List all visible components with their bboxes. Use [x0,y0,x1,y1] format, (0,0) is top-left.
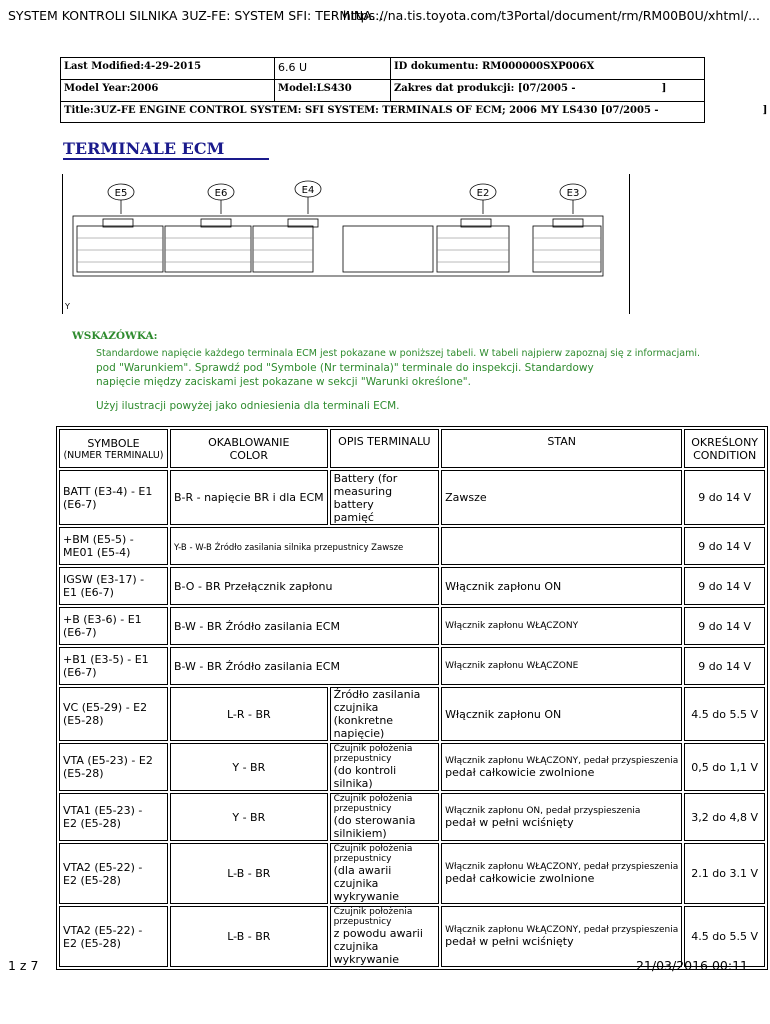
cell-wiring [170,470,328,525]
wiring-color: B-W - BR Źródło zasilania ECM [173,659,340,673]
table-row [59,567,765,605]
desc-line-2: (do sterowania silnikiem) [333,814,416,840]
header-symbol-sub: (NUMER TERMINALU) [63,449,164,461]
cell-symbol [59,527,168,565]
cell-spec: 0,5 do 1,1 V [684,743,765,791]
condition-line-1: Włącznik zapłonu WŁĄCZONY, pedał przyspieszenia [445,925,679,935]
condition-line-2: pedał w pełni wciśnięty [445,815,574,829]
wiring-color: L-R - BR [226,707,271,721]
cell-spec: 9 do 14 V [684,527,765,565]
condition-line-1: Włącznik zapłonu WŁĄCZONY, pedał przyspieszenia [445,755,679,766]
table-row [59,687,765,741]
cell-wiring [170,687,328,741]
symbol-line-2: (E6-7) [63,626,97,639]
document-meta-table [60,57,768,123]
cell-symbol [59,793,168,841]
diagram-corner-label: Y [65,302,70,311]
cell-desc [330,793,440,841]
model-year: Model Year:2006 [61,80,275,101]
cell-condition [441,607,682,645]
desc-line-1: Czujnik położenia przepustnicy [333,844,413,864]
cell-condition [441,793,682,841]
symbol-line-1: +B1 (E3-5) - E1 [63,653,149,666]
cell-spec: 9 do 14 V [684,607,765,645]
desc-line-1: Battery (for measuring battery [333,471,398,511]
condition-line-1: Włącznik zapłonu ON, pedał przyspieszenia [445,805,641,816]
cell-symbol [59,470,168,525]
production-range [391,80,704,101]
cell-condition [441,843,682,904]
hint-line-2: pod "Warunkiem". Sprawdź pod "Symbole (Nr terminala)" terminale do inspekcji. Standardowy [96,362,594,374]
meta-row-2 [61,80,704,102]
desc-line-2: (dla awarii czujnika [333,864,392,890]
cell-condition [441,567,682,605]
header-wiring-text: OKABLOWANIE [208,435,290,449]
cell-symbol [59,607,168,645]
symbol-line-1: IGSW (E3-17) - [63,573,145,586]
table-row [59,470,765,525]
table-row [59,743,765,791]
symbol-line-2: (E5-28) [63,714,104,727]
ecm-housing [73,216,603,276]
symbol-line-1: VC (E5-29) - E2 [63,701,148,714]
meta-title-end: ] [762,105,768,116]
symbol-line-2: E2 (E5-28) [63,936,121,950]
production-range-end: ] [661,83,667,94]
cell-condition [441,687,682,741]
desc-line-3: pamięć [333,510,374,524]
hint-line-3: napięcie między zaciskami jest pokazane w sekcji "Warunki określone". [96,376,471,388]
cell-symbol [59,743,168,791]
meta-title [61,102,770,122]
hint-line-4: Użyj ilustracji powyżej jako odniesienia dla terminali ECM. [96,400,400,412]
cell-wiring [170,843,328,904]
desc-line-2: (do kontroli silnika) [333,764,397,790]
doc-id: ID dokumentu: RM000000SXP006X [394,61,595,72]
cell-symbol [59,906,168,967]
desc-line-3: wykrywanie [333,890,400,903]
connector-label-e5: E5 [114,188,128,199]
cell-desc [330,470,440,525]
condition-line-2: pedał całkowicie zwolnione [445,872,595,885]
header-symbol [59,429,168,468]
cell-condition [441,527,682,565]
symbol-line-2: ME01 (E5-4) [63,546,131,559]
cell-wiring-desc [170,647,439,685]
hint-title: WSKAZÓWKA: [72,330,158,342]
wiring-color: Y - BR [232,760,266,774]
condition-line-1: Włącznik zapłonu WŁĄCZONY, pedał przyspieszenia [445,862,679,872]
cell-desc [330,843,440,904]
cell-spec: 4.5 do 5.5 V [684,687,765,741]
desc-line-1: Czujnik położenia przepustnicy [333,744,413,764]
production-range-start: Zakres dat produkcji: [07/2005 - [394,83,576,94]
cell-spec: 9 do 14 V [684,567,765,605]
symbol-line-1: VTA2 (E5-22) - [63,860,143,874]
condition-line-1: Włącznik zapłonu ON [445,579,562,593]
symbol-line-2: (E5-28) [63,767,104,780]
cell-spec: 2.1 do 3.1 V [684,843,765,904]
connector-label-e4: E4 [301,185,315,196]
symbol-line-2: E2 (E5-28) [63,873,121,887]
header-spec-sub: CONDITION [693,448,757,462]
ecm-connector-diagram [62,174,630,314]
cell-condition [441,647,682,685]
cell-symbol [59,687,168,741]
section-title: TERMINALE ECM [63,139,225,158]
version-value: 6.6 U [278,61,308,74]
condition-line-1: Włącznik zapłonu WŁĄCZONE [445,661,579,671]
desc-line-2: (konkretne napięcie) [333,714,394,740]
table-row [59,527,765,565]
header-spec [684,429,765,468]
symbol-line-1: VTA2 (E5-22) - [63,923,143,937]
header-spec-text: OKREŚLONY [691,435,759,449]
desc-line-3: wykrywanie [333,953,400,966]
condition-line-2: pedał w pełni wciśnięty [445,935,574,948]
table-row [59,843,765,904]
symbol-line-1: VTA1 (E5-23) - [63,804,143,817]
header-wiring-sub: COLOR [229,448,268,462]
table-row [59,793,765,841]
table-row [59,647,765,685]
wiring-color: L-B - BR [227,867,271,880]
connector-label-e2: E2 [476,188,490,199]
symbol-line-1: BATT (E3-4) - E1 [63,484,153,498]
symbol-line-1: +B (E3-6) - E1 [63,613,142,626]
cell-spec: 3,2 do 4,8 V [684,793,765,841]
cell-spec: 9 do 14 V [684,647,765,685]
cell-desc [330,687,440,741]
cell-symbol [59,647,168,685]
table-row [59,607,765,645]
symbol-line-2: E1 (E6-7) [63,586,114,599]
cell-spec: 4.5 do 5.5 V [684,906,765,967]
cell-wiring-desc [170,567,439,605]
condition-line-1: Włącznik zapłonu ON [445,707,562,721]
cell-condition [441,470,682,525]
wiring-color: B-O - BR Przełącznik zapłonu [173,579,333,593]
document-title: SYSTEM KONTROLI SILNIKA 3UZ-FE: SYSTEM SFI: TERMINA... [8,8,384,23]
print-datetime: 21/03/2016 00:11 [635,958,748,973]
condition-line-2: pedał całkowicie zwolnione [445,765,595,779]
connector-label-e6: E6 [214,188,228,199]
table-header-row [59,429,765,468]
header-symbol-text: SYMBOLE [87,436,140,450]
cell-wiring [170,743,328,791]
page-number: 1 z 7 [8,958,39,973]
cell-wiring [170,793,328,841]
desc-line-1: Czujnik położenia przepustnicy [333,907,413,927]
meta-title-text: Title:3UZ-FE ENGINE CONTROL SYSTEM: SFI SYSTEM: TERMINALS OF ECM; 2006 MY LS430 [07/2005 - [64,105,659,116]
desc-line-2: z powodu awarii czujnika [333,927,423,953]
model: Model:LS430 [275,80,391,101]
symbol-line-2: (E6-7) [63,666,97,679]
desc-line-1: Czujnik położenia przepustnicy [333,794,413,814]
cell-wiring-desc [170,527,439,565]
cell-wiring-desc [170,607,439,645]
cell-symbol [59,843,168,904]
cell-wiring [170,906,328,967]
meta-row-1 [61,58,704,80]
last-modified: Last Modified:4-29-2015 [61,58,275,79]
cell-desc [330,743,440,791]
header-desc: OPIS TERMINALU [330,429,440,468]
document-url[interactable]: https://na.tis.toyota.com/t3Portal/document/rm/RM00B0U/xhtml/... [342,8,760,23]
wiring-color: L-B - BR [227,930,271,943]
header-wiring [170,429,328,468]
section-underline [63,158,269,160]
condition-line-1: Włącznik zapłonu WŁĄCZONY [445,621,579,631]
condition-line-1: Zawsze [445,491,487,504]
ecm-terminal-table [56,426,768,970]
wiring-color: B-W - BR Źródło zasilania ECM [173,619,340,633]
wiring-color: Y-B - W-B Źródło zasilania silnika przepustnicy Zawsze [173,542,404,553]
cell-symbol [59,567,168,605]
meta-row-3 [61,102,768,122]
desc-line-1: Źródło zasilania czujnika [333,688,421,714]
symbol-line-1: +BM (E5-5) - [63,533,134,546]
cell-spec: 9 do 14 V [684,470,765,525]
wiring-color: Y - BR [232,810,266,824]
wiring-color: B-R - napięcie BR i dla ECM [173,491,324,504]
connector-label-e3: E3 [566,188,580,199]
header-cond: STAN [441,429,682,468]
symbol-line-1: VTA (E5-23) - E2 [63,754,153,767]
cell-desc [330,906,440,967]
hint-line-1: Standardowe napięcie każdego terminala ECM jest pokazane w poniższej tabeli. W tabeli najpierw zapoznaj się z informacjami. [96,348,700,359]
symbol-line-2: (E6-7) [63,497,97,511]
version [275,58,391,79]
symbol-line-2: E2 (E5-28) [63,817,121,830]
cell-condition [441,743,682,791]
